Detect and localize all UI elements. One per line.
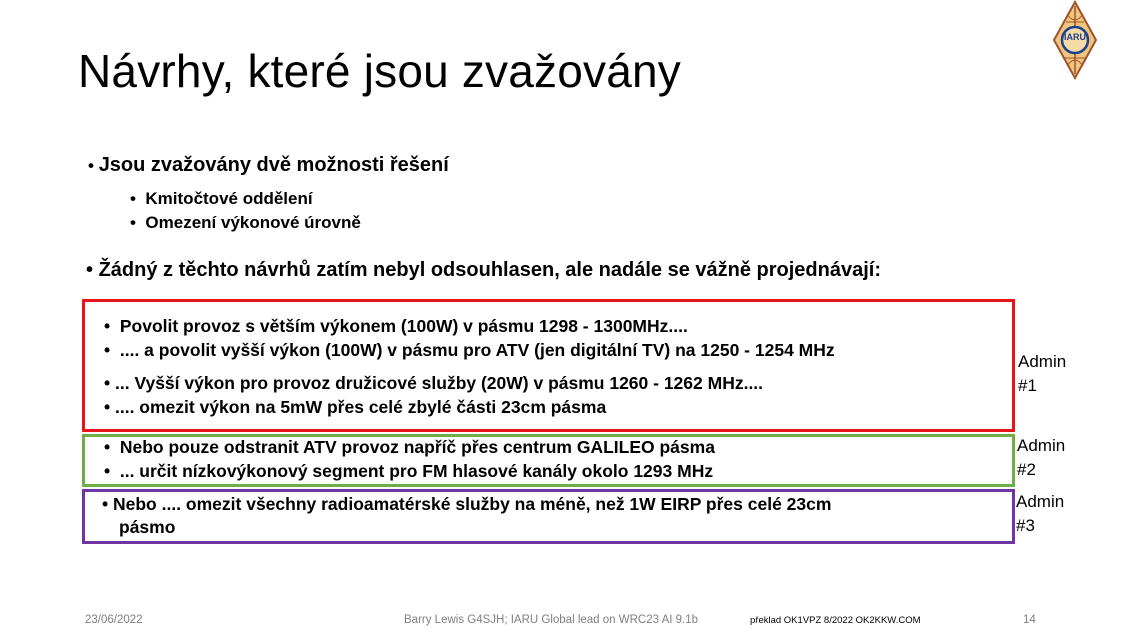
admin1-item-3	[104, 373, 763, 394]
bullet-dot: •	[102, 494, 113, 514]
admin1-item-2-text: .... a povolit vyšší výkon (100W) v pásmu pro ATV (jen digitální TV) na 1250 - 1254 MHz	[119, 340, 835, 360]
bullet-dot: •	[104, 437, 120, 457]
sub-bullet-1	[130, 189, 313, 209]
page-number: 14	[1023, 614, 1036, 626]
footer-translation: překlad OK1VPZ 8/2022 OK2KKW.COM	[750, 615, 921, 626]
bullet-statement	[86, 259, 881, 282]
iaru-logo	[1052, 0, 1098, 80]
sub-bullet-2-text: Omezení výkonové úrovně	[145, 213, 361, 232]
admin1-label	[1018, 350, 1066, 398]
bullet-dot: •	[86, 259, 99, 281]
bullet-dot: •	[104, 316, 120, 336]
admin1-item-4-text: .... omezit výkon na 5mW přes celé zbylé části 23cm pásma	[115, 397, 607, 417]
bullet-statement-text: Žádný z těchto návrhů zatím nebyl odsouhlasen, ale nadále se vážně projednávají:	[98, 259, 881, 281]
admin1-label-line2: #1	[1018, 376, 1037, 395]
footer-presenter: Barry Lewis G4SJH; IARU Global lead on WRC23 AI 9.1b	[404, 614, 699, 626]
admin1-item-1	[104, 316, 688, 337]
admin2-label	[1017, 434, 1065, 482]
bullet-dot: •	[104, 397, 115, 417]
admin3-label-line1: Admin	[1016, 492, 1065, 511]
admin2-item-2	[104, 461, 713, 482]
admin3-item-1-text: Nebo .... omezit všechny radioamatérské služby na méně, než 1W EIRP přes celé 23cm	[113, 494, 832, 514]
bullet-intro-text: Jsou zvažovány dvě možnosti řešení	[98, 154, 449, 176]
admin3-label-line2: #3	[1016, 516, 1035, 535]
iaru-logo-text: IARU	[1064, 32, 1086, 42]
admin2-item-2-text: ... určit nízkovýkonový segment pro FM hlasové kanály okolo 1293 MHz	[119, 461, 714, 481]
admin2-item-1	[104, 437, 715, 458]
bullet-dot: •	[104, 373, 115, 393]
admin1-item-1-text: Povolit provoz s větším výkonem (100W) v pásmu 1298 - 1300MHz....	[119, 316, 688, 336]
bullet-dot: •	[130, 213, 146, 232]
bullet-dot: •	[130, 189, 146, 208]
bullet-dot: •	[104, 461, 120, 481]
bullet-intro	[88, 154, 449, 177]
admin2-label-line2: #2	[1017, 460, 1036, 479]
admin3-item-2	[119, 517, 175, 538]
bullet-dot: •	[104, 340, 120, 360]
admin1-item-4	[104, 397, 606, 418]
admin1-label-line1: Admin	[1018, 352, 1067, 371]
bullet-dot: •	[88, 156, 99, 175]
admin3-item-1	[102, 494, 831, 515]
admin3-label	[1016, 490, 1064, 538]
admin1-item-3-text: ... Vyšší výkon pro provoz družicové služby (20W) v pásmu 1260 - 1262 MHz....	[115, 373, 764, 393]
sub-bullet-2	[130, 213, 361, 233]
admin1-item-2	[104, 340, 835, 361]
admin2-item-1-text: Nebo pouze odstranit ATV provoz napříč přes centrum GALILEO pásma	[119, 437, 715, 457]
admin2-label-line1: Admin	[1017, 436, 1066, 455]
slide-title: Návrhy, které jsou zvažovány	[78, 45, 681, 97]
admin3-item-2-text: pásmo	[119, 517, 176, 537]
sub-bullet-1-text: Kmitočtové oddělení	[145, 189, 313, 208]
footer-date: 23/06/2022	[85, 614, 143, 626]
